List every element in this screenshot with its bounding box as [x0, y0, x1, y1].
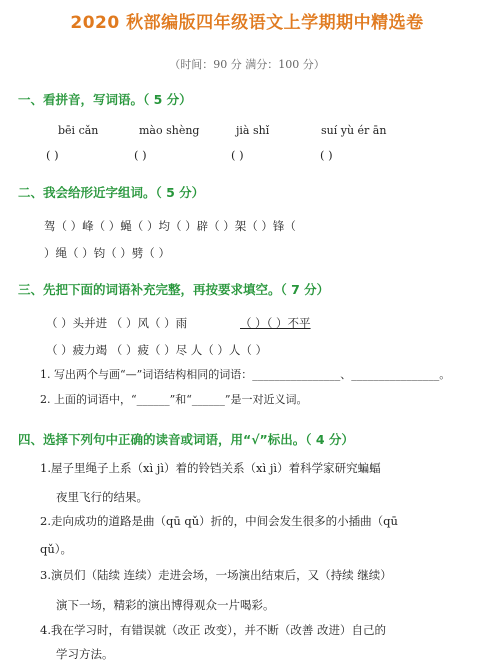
page-subtitle: （时间：90 分 满分：100 分）: [169, 58, 325, 71]
s4-item-2-line-1[interactable]: 2.走向成功的道路是曲（qū qǔ）折的，中间会发生很多的小插曲（qū: [40, 514, 398, 528]
section-1-heading: 一、看拼音，写词语。（ 5 分）: [18, 92, 192, 107]
question-3-1[interactable]: 1. 写出两个与画“—”词语结构相同的词语：________________、________________。: [40, 368, 451, 381]
pinyin-4: suí yù ér ān: [321, 124, 387, 137]
pinyin-2: mào shèng: [139, 124, 200, 137]
pinyin-1: bēi cǎn: [58, 124, 99, 137]
word-group-row-1[interactable]: 驾（ ）峰（ ）蝇（ ）均（ ）辟（ ）架（ ）锋（: [44, 219, 296, 233]
word-group-row-2[interactable]: ）绳（ ）钧（ ）劈（ ）: [44, 246, 170, 260]
s4-item-4-line-1[interactable]: 4.我在学习时，有错误就（改正 改变），并不断（改善 改进）自己的: [40, 623, 387, 637]
s4-item-1-line-2: 夜里飞行的结果。: [56, 490, 148, 504]
section-3-heading: 三、先把下面的词语补充完整，再按要求填空。（ 7 分）: [18, 282, 330, 297]
s4-item-3-line-1[interactable]: 3.演员们（陆续 连续）走进会场，一场演出结束后，又（持续 继续）: [40, 568, 392, 582]
pinyin-3: jià shǐ: [236, 124, 270, 137]
answer-blank-4[interactable]: ( ): [320, 148, 333, 162]
question-3-2[interactable]: 2. 上面的词语中，“______”和“______”是一对近义词。: [40, 393, 308, 406]
s4-item-4-line-2: 学习方法。: [56, 647, 114, 661]
idiom-row-1a[interactable]: （ ）头并进 （ ）风（ ）雨: [46, 316, 188, 330]
section-2-heading: 二、我会给形近字组词。（ 5 分）: [18, 185, 205, 200]
answer-blank-1[interactable]: ( ): [46, 148, 59, 162]
s4-item-2-line-2[interactable]: qǔ）。: [40, 542, 73, 556]
idiom-row-1b-underlined[interactable]: （ ）（ ）不平: [240, 316, 311, 330]
answer-blank-3[interactable]: ( ): [231, 148, 244, 162]
s4-item-1-line-1[interactable]: 1.屋子里绳子上系（xì jì）着的铃铛关系（xì jì）着科学家研究蝙蝠: [40, 461, 381, 475]
idiom-row-2[interactable]: （ ）疲力竭 （ ）疲（ ）尽 人（ ）人（ ）: [46, 343, 268, 357]
section-4-heading: 四、选择下列句中正确的读音或词语，用“√”标出。（ 4 分）: [18, 432, 354, 447]
s4-item-3-line-2: 演下一场，精彩的演出博得观众一片喝彩。: [56, 598, 275, 612]
page-title: 2020 秋部编版四年级语文上学期期中精选卷: [70, 13, 424, 33]
answer-blank-2[interactable]: ( ): [134, 148, 147, 162]
